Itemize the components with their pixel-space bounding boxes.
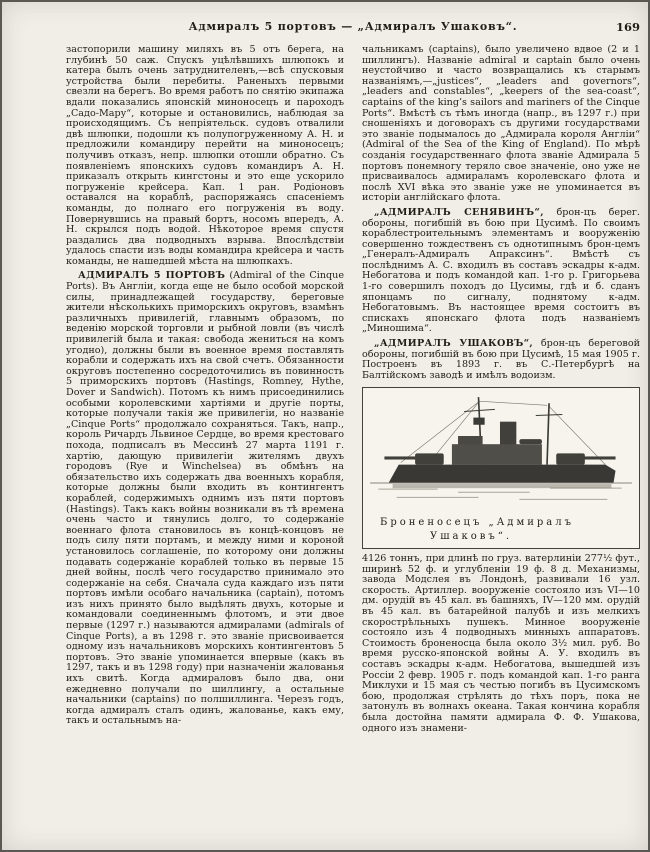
hull (389, 465, 616, 483)
paragraph-text: 4126 тоннъ, при длинѣ по груз. ватерлиніи 277½ фут., ширинѣ 52 ф. и углубленіи 19 ф. 8 д. Механизмы, завода Модслея въ Лондонѣ, развивали 16 узл. скорость. Артиллер. вооруженіе состояло изъ VI—10 дм. орудій въ 45 кал. въ башняхъ, IV—120 мм. орудій въ 45 кал. въ батарейной палубѣ и изъ мелкихъ скорострѣльныхъ пушекъ. Минное вооруженіе состояло изъ 4 подводныхъ минныхъ аппаратовъ. Стоимость броненосца была около 3½ мил. руб. Во время русско-японской войны А. У. входилъ въ составъ эскадры к-адм. Небогатова, вышедшей изъ Россіи 2 февр. 1905 г. подъ командой кап. 1-го ранга Миклухи и 15 мая съ честью погибъ въ Цусимскомъ бою, продолжая стрѣлять до тѣхъ поръ, пока не затонулъ въ волнахъ океана. Такая кончина корабля была достойна памяти адмирала Ф. Ф. Ушакова, одного изъ знамени- (362, 553, 640, 734)
paragraph-text: чальникамъ (captains), было увеличено вдвое (2 и 1 шиллингъ). Названіе admiral и captain было очень неустойчиво и часто возвращались къ старымъ названіямъ,—„justices“, „leaders and governors“, „leaders and constables“, „keepers of the sea-coast“, captains of the king’s sailors and mariners of the Cinque Ports“. Вмѣстѣ съ тѣмъ иногда (напр., въ 1297 г.) при сношеніяхъ и договорахъ съ другими государствами это званіе подымалось до „Адмирала короля Англіи“ (Admiral of the Sea of the King of England). По мѣрѣ созданія государственнаго флота званіе Адмирала 5 портовъ понемногу теряло свое значеніе, оно уже не присваивалось адмираламъ королевскаго флота и послѣ XVI вѣка это званіе уже не упоминается въ исторіи англійскаго флота. (362, 45, 640, 204)
paragraph-continuation (66, 45, 344, 267)
entry-text: брон-цъ береговой обороны, погибшій въ бою при Цусимѣ, 15 мая 1905 г. Построенъ въ 1893 г. въ С.-Петербургѣ на Балтійскомъ заводѣ и имѣлъ водоизм. (362, 338, 640, 381)
entry-text: (Admiral of the Cinque Ports). Въ Англіи, когда еще не было особой морской силы, принадлежащей государству, береговые жители нѣсколькихъ приморскихъ округовъ, взамѣнъ различныхъ привилегій, главнымъ образомъ, по веденію морской торговли и рыбной ловли (въ числѣ привилегій была и такая: свобода жениться на комъ угодно), должны были въ военное время поставлять корабли и содержать ихъ на свой счетъ. Обязанности округовъ постепенно сосредоточились въ повинность 5 приморскихъ портовъ (Hastings, Romney, Hythe, Dover и Sandwich). Потомъ къ нимъ присоединились особыми королевскими хартіями и другіе порты, которые получали такія же привилегіи, но названіе „Cinque Ports“ продолжало сохраняться. Такъ, напр., король Ричардъ Львиное Сердце, во время крестоваго похода, подписалъ въ Мессинѣ 27 марта 1191 г. хартію, дающую привилегіи жителямъ двухъ городовъ (Rye и Winchelsea) въ обмѣнъ на обязательство ихъ содержать два военныхъ корабля, которые должны были входить въ контингентъ кораблей, содержимыхъ однимъ изъ пяти портовъ (Hastings). Такъ какъ войны возникали въ тѣ времена очень часто и тянулись долго, то содержаніе военнаго флота становилось въ концѣ-концовъ не подъ силу пяти портамъ, и между ними и короной установилось соглашеніе, по которому они должны подавать содержаніе кораблей только въ первые 15 дней войны, послѣ чего государство принимало это содержаніе на себя. Сначала суда каждаго изъ пяти портовъ имѣли особаго начальника (captain), потомъ изъ нихъ принято было выдѣлять двухъ, которые и командовали соединеннымъ флотомъ, и эти двое первые (1297 г.) называются адмиралами (admirals of Cinque Ports), а въ 1298 г. это званіе присвоивается одному изъ начальниковъ морскихъ контингентовъ 5 портовъ. Это званіе упоминается впервые (какъ въ 1297, такъ и въ 1298 году) при назначеніи жалованья ихъ свитѣ. Когда адмираловъ было два, они ежедневно получали по шиллингу, а остальные начальники (captains) по полшиллинга. Черезъ годъ, когда адмиралъ сталъ одинъ, жалованье, какъ ему, такъ и остальнымъ на- (66, 270, 344, 727)
fighting-top (473, 418, 484, 425)
aft-gun-barrel (583, 457, 616, 460)
paragraph-continuation (362, 554, 640, 734)
figure-battleship (362, 387, 640, 549)
entry-heading: АДМИРАЛЪ 5 ПОРТОВЪ (78, 270, 226, 282)
entry-heading: „АДМИРАЛЪ УШАКОВЪ“, (374, 338, 534, 350)
aft-turret (556, 454, 585, 465)
page-content (66, 20, 640, 835)
running-header (66, 20, 640, 36)
left-column (66, 45, 344, 835)
figure-caption (366, 516, 636, 544)
fore-gun-barrel (384, 457, 417, 460)
ships-boat (519, 439, 541, 444)
paragraph-text: застопорили машину миляхъ въ 5 отъ берега, на глубинѣ 50 саж. Спускъ уцѣлѣвшихъ шлюпокъ и катера былъ очень затруднителенъ,—всѣ спусковыя устройства были перебиты. Раненыхъ первыми свезли на берегъ. Во время работъ по снятію экипажа вдали показались японскій миноносецъ и пароходъ „Садо-Мару“, которые и остановились, наблюдая за происходящимъ. Съ непріятельск. судовъ отвалили двѣ шлюпки, подошли къ полупогруженному А. Н. и предложили командиру перейти на миноносецъ; получивъ отказъ, непр. шлюпки отошли обратно. Съ появленіемъ японскихъ судовъ командиръ А. Н. приказалъ открыть кингстоны и это еще ускорило погруженіе крейсера. Кап. 1 ран. Родіоновъ оставался на кораблѣ, распоряжаясь спасеніемъ команды, до полнаго его погруженія въ воду. Повернувшись на правый бортъ, носомъ впередъ, А. Н. скрылся подъ водой. Нѣкоторое время спустя раздались два подводныхъ взрыва. Впослѣдствіи удалось спасти изъ воды командира крейсера и часть команды, не нашедшей мѣста на шлюпкахъ. (66, 45, 344, 267)
page-number: 169 (615, 20, 640, 34)
fore-turret (415, 454, 444, 465)
figure-caption-line1: Броненосецъ „Адмиралъ (380, 517, 574, 529)
entry-heading: „АДМИРАЛЪ СЕНЯВИНЪ“, (374, 206, 544, 218)
text-columns (66, 45, 640, 835)
battleship-illustration (366, 391, 636, 512)
figure-caption-line2: Ушаковъ“. (430, 531, 513, 543)
entry-admiral-senyavin (362, 208, 640, 335)
entry-text: брон-цъ берег. обороны, погибшій въ бою при Цусимѣ. По своимъ кораблестроительнымъ элементамъ и вооруженію совершенно тождественъ съ однотипнымъ брон-цемъ „Генералъ-Адмиралъ Апраксинъ“. Вмѣстѣ съ послѣднимъ А. С. входилъ въ составъ эскадры к-адм. Небогатова и подъ командой кап. 1-го р. Григорьева 1-го совершилъ походъ до Цусимы, гдѣ и б. сданъ японцамъ по сигналу, поднятому к-адм. Небогатовымъ. Въ настоящее время состоитъ въ спискахъ японскаго флота подъ названіемъ „Миношима“. (362, 206, 640, 335)
paragraph-continuation (362, 45, 640, 204)
entry-admiral-ushakov (362, 339, 640, 381)
right-column (362, 45, 640, 835)
running-header-title: Адмиралъ 5 портовъ — „Адмиралъ Ушаковъ“. (188, 20, 518, 33)
hull-reflection (393, 484, 612, 488)
superstructure (452, 445, 542, 465)
waves (378, 489, 621, 500)
entry-admiral-5-portov (66, 271, 344, 727)
